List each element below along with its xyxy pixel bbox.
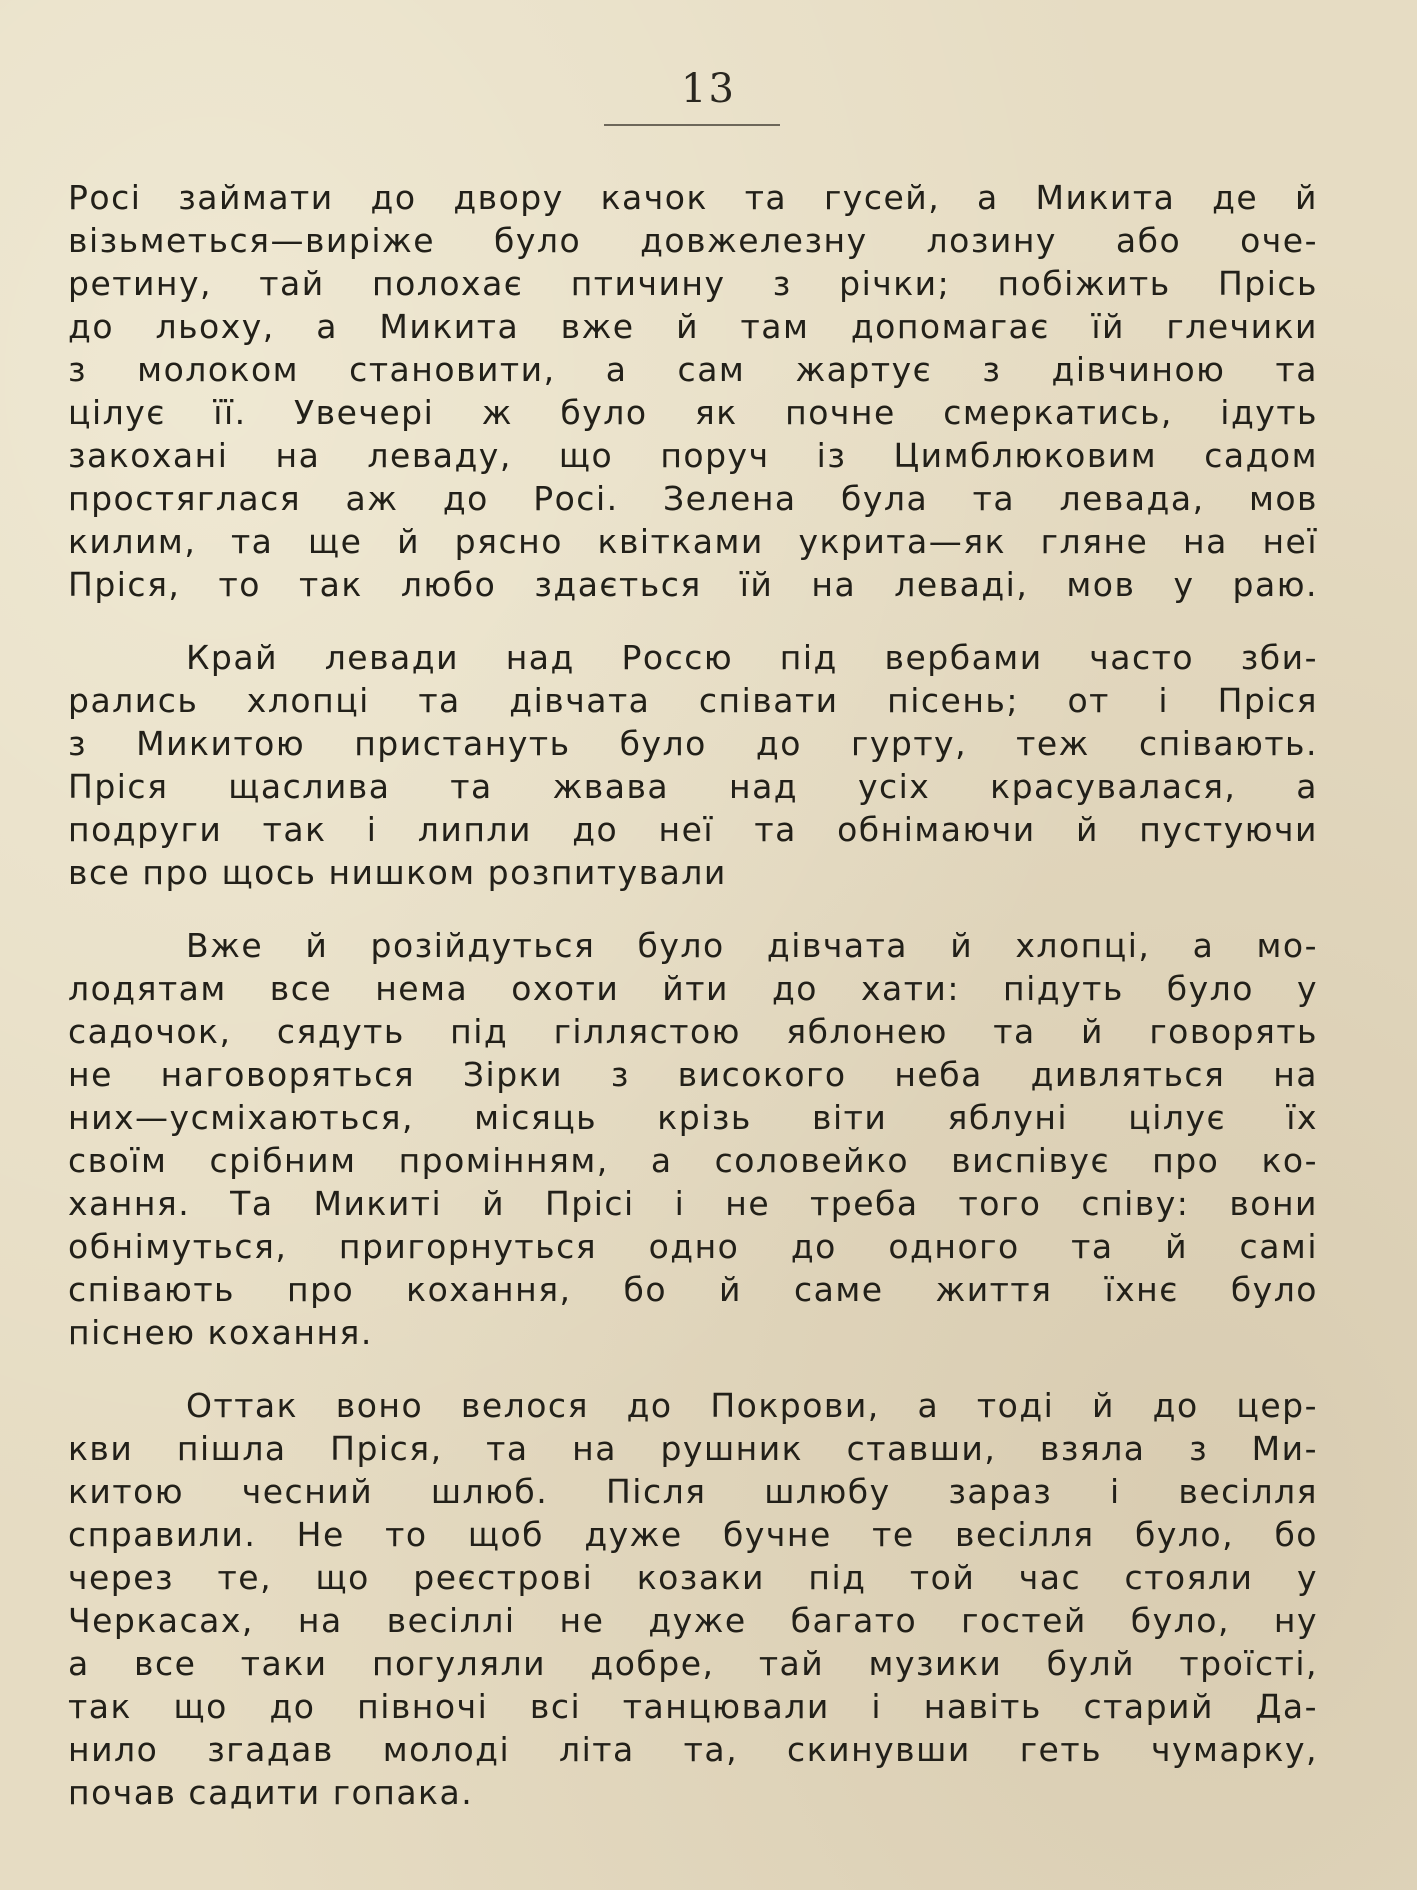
paragraph-2 [68,636,1318,894]
text-line: хання. Та Микиті й Прісі і не треба того співу: вони [68,1184,1318,1223]
text-line: співають про кохання, бо й саме життя їхнє було [68,1270,1318,1309]
paragraph-4 [68,1384,1318,1814]
text-line: не наговоряться Зірки з високого неба дивляться на [68,1055,1318,1094]
text-line: китою чесний шлюб. Після шлюбу зараз і весілля [68,1472,1318,1511]
text-line: почав садити гопака. [68,1773,474,1812]
paragraph-3 [68,924,1318,1354]
paragraph-1 [68,176,1318,606]
text-line: все про щось нишком розпитували [68,853,727,892]
body-text [68,176,1318,1844]
text-line: Оттак воно велося до Покрови, а тоді й до цер- [186,1386,1318,1425]
text-line: подруги так і липли до неї та обнімаючи й пустуючи [68,810,1318,849]
text-line: килим, та ще й рясно квітками укрита—як гляне на неї [68,522,1318,561]
page-number: 13 [681,66,736,112]
text-line: до льоху, а Микита вже й там допомагає їй глечики [68,307,1318,346]
text-line: обнімуться, пригорнуться одно до одного та й самі [68,1227,1318,1266]
page-number-rule [604,124,780,126]
text-line: закохані на леваду, що поруч із Цимблюковим садом [68,436,1318,475]
text-line: лодятам все нема охоти йти до хати: підуть було у [68,969,1318,1008]
text-line: з Микитою пристануть було до гурту, теж співають. [68,724,1318,763]
text-line: візьметься—виріже було довжелезну лозину або оче- [68,221,1318,260]
text-line: них—усміхаються, місяць крізь віти яблуні цілує їх [68,1098,1318,1137]
text-line: Черкасах, на весіллі не дуже багато гостей було, ну [68,1601,1318,1640]
text-line: з молоком становити, а сам жартує з дівчиною та [68,350,1318,389]
text-line: Край левади над Россю під вербами часто зби- [186,638,1318,677]
text-line: ретину, тай полохає птичину з річки; побіжить Прісь [68,264,1318,303]
text-line: рались хлопці та дівчата співати пісень; от і Пріся [68,681,1318,720]
text-line: так що до півночі всі танцювали і навіть старий Да- [68,1687,1318,1726]
text-line: справили. Не то щоб дуже бучне те весілля було, бо [68,1515,1318,1554]
text-line: кви пішла Пріся, та на рушник ставши, взяла з Ми- [68,1429,1318,1468]
text-line: простяглася аж до Росі. Зелена була та левада, мов [68,479,1318,518]
text-line: через те, що реєстрові козаки під той час стояли у [68,1558,1318,1597]
text-line: Вже й розійдуться було дівчата й хлопці, а мо- [186,926,1318,965]
text-line: Росі займати до двору качок та гусей, а Микита де й [68,178,1318,217]
text-line: Пріся, то так любо здається їй на леваді, мов у раю. [68,565,1318,604]
text-line: нило згадав молоді літа та, скинувши геть чумарку, [68,1730,1318,1769]
text-line: своїм срібним промінням, а соловейко виспівує про ко- [68,1141,1318,1180]
text-line: піснею кохання. [68,1313,373,1352]
text-line: садочок, сядуть під гіллястою яблонею та й говорять [68,1012,1318,1051]
text-line: цілує її. Увечері ж було як почне смеркатись, ідуть [68,393,1318,432]
text-line: Пріся щаслива та жвава над усіх красувалася, а [68,767,1318,806]
text-line: а все таки погуляли добре, тай музики булй троїсті, [68,1644,1318,1683]
